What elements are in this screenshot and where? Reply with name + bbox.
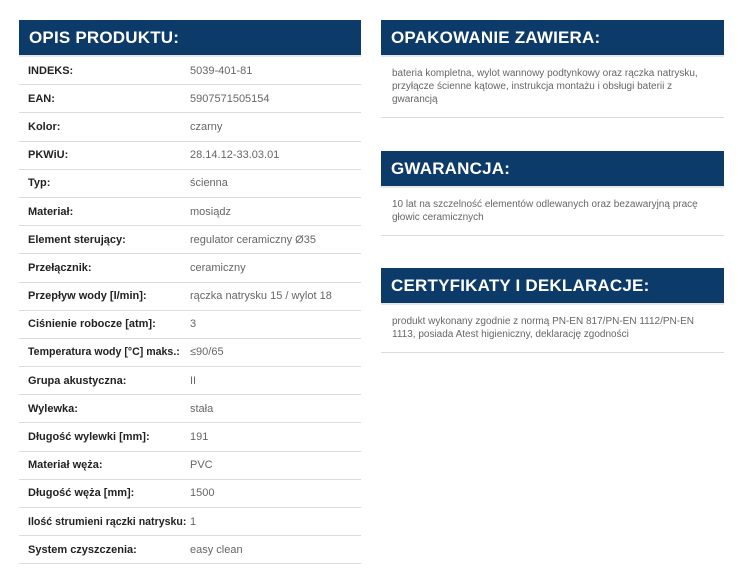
table-row <box>19 198 361 226</box>
package-contents-section <box>381 20 724 118</box>
spec-key: Materiał: <box>28 205 74 218</box>
spec-value: 5039-401-81 <box>190 64 253 77</box>
spec-key: Temperatura wody [°C] maks.: <box>28 346 180 359</box>
table-row <box>19 395 361 423</box>
table-row <box>19 480 361 508</box>
table-row <box>19 142 361 170</box>
spec-key: Długość wylewki [mm]: <box>28 431 150 444</box>
spec-key: Materiał węża: <box>28 459 103 472</box>
table-row <box>19 536 361 564</box>
product-description-header: OPIS PRODUKTU: <box>19 20 361 57</box>
spec-value: easy clean <box>190 543 243 556</box>
spec-value: 191 <box>190 431 209 444</box>
table-row <box>19 254 361 282</box>
spec-key: Długość węża [mm]: <box>28 487 135 500</box>
table-row <box>19 226 361 254</box>
warranty-header: GWARANCJA: <box>381 151 724 188</box>
certificates-header: CERTYFIKATY I DEKLARACJE: <box>381 268 724 305</box>
spec-value: stała <box>190 402 214 415</box>
certificates-section <box>381 268 724 353</box>
spec-value: rączka natrysku 15 / wylot 18 <box>190 290 332 303</box>
spec-value: regulator ceramiczny Ø35 <box>190 233 316 246</box>
table-row <box>19 170 361 198</box>
certificates-text: produkt wykonany zgodnie z normą PN-EN 817/PN-EN 1112/PN-EN 1113, posiada Atest higieniczny, deklarację zgodności <box>381 305 724 353</box>
table-row <box>19 113 361 141</box>
spec-key: Ilość strumieni rączki natrysku: <box>28 515 187 528</box>
spec-key: Przełącznik: <box>28 261 92 274</box>
table-row <box>19 311 361 339</box>
package-contents-text: bateria kompletna, wylot wannowy podtynkowy oraz rączka natrysku, przyłącze ścienne kątowe, instrukcja montażu i obsługi baterii z gwarancją <box>381 57 724 118</box>
warranty-section <box>381 151 724 236</box>
spec-key: INDEKS: <box>28 64 74 77</box>
spec-value: ≤90/65 <box>190 346 224 359</box>
spec-key: Przepływ wody [l/min]: <box>28 290 147 303</box>
spec-value: 28.14.12-33.03.01 <box>190 149 280 162</box>
spec-key: System czyszczenia: <box>28 543 137 556</box>
product-description-section <box>19 20 361 564</box>
spec-key: Grupa akustyczna: <box>28 374 127 387</box>
table-row <box>19 57 361 85</box>
table-row <box>19 508 361 536</box>
spec-value: ścienna <box>190 177 228 190</box>
spec-value: 1500 <box>190 487 215 500</box>
table-row <box>19 85 361 113</box>
spec-value: 1 <box>190 515 197 528</box>
spec-key: Typ: <box>28 177 51 190</box>
package-contents-header: OPAKOWANIE ZAWIERA: <box>381 20 724 57</box>
spec-key: PKWiU: <box>28 149 69 162</box>
spec-key: EAN: <box>28 92 55 105</box>
spec-key: Ciśnienie robocze [atm]: <box>28 318 156 331</box>
table-row <box>19 367 361 395</box>
spec-value: ceramiczny <box>190 261 246 274</box>
spec-key: Kolor: <box>28 120 61 133</box>
warranty-text: 10 lat na szczelność elementów odlewanych oraz bezawaryjną pracę głowic ceramicznych <box>381 188 724 236</box>
table-row <box>19 452 361 480</box>
spec-value: II <box>190 374 197 387</box>
spec-table <box>19 57 361 564</box>
spec-key: Wylewka: <box>28 402 78 415</box>
spec-value: PVC <box>190 459 213 472</box>
spec-value: mosiądz <box>190 205 231 218</box>
spec-key: Element sterujący: <box>28 233 126 246</box>
spec-value: czarny <box>190 120 223 133</box>
spec-value: 5907571505154 <box>190 92 270 105</box>
table-row <box>19 283 361 311</box>
table-row <box>19 423 361 451</box>
spec-value: 3 <box>190 318 197 331</box>
table-row <box>19 339 361 367</box>
